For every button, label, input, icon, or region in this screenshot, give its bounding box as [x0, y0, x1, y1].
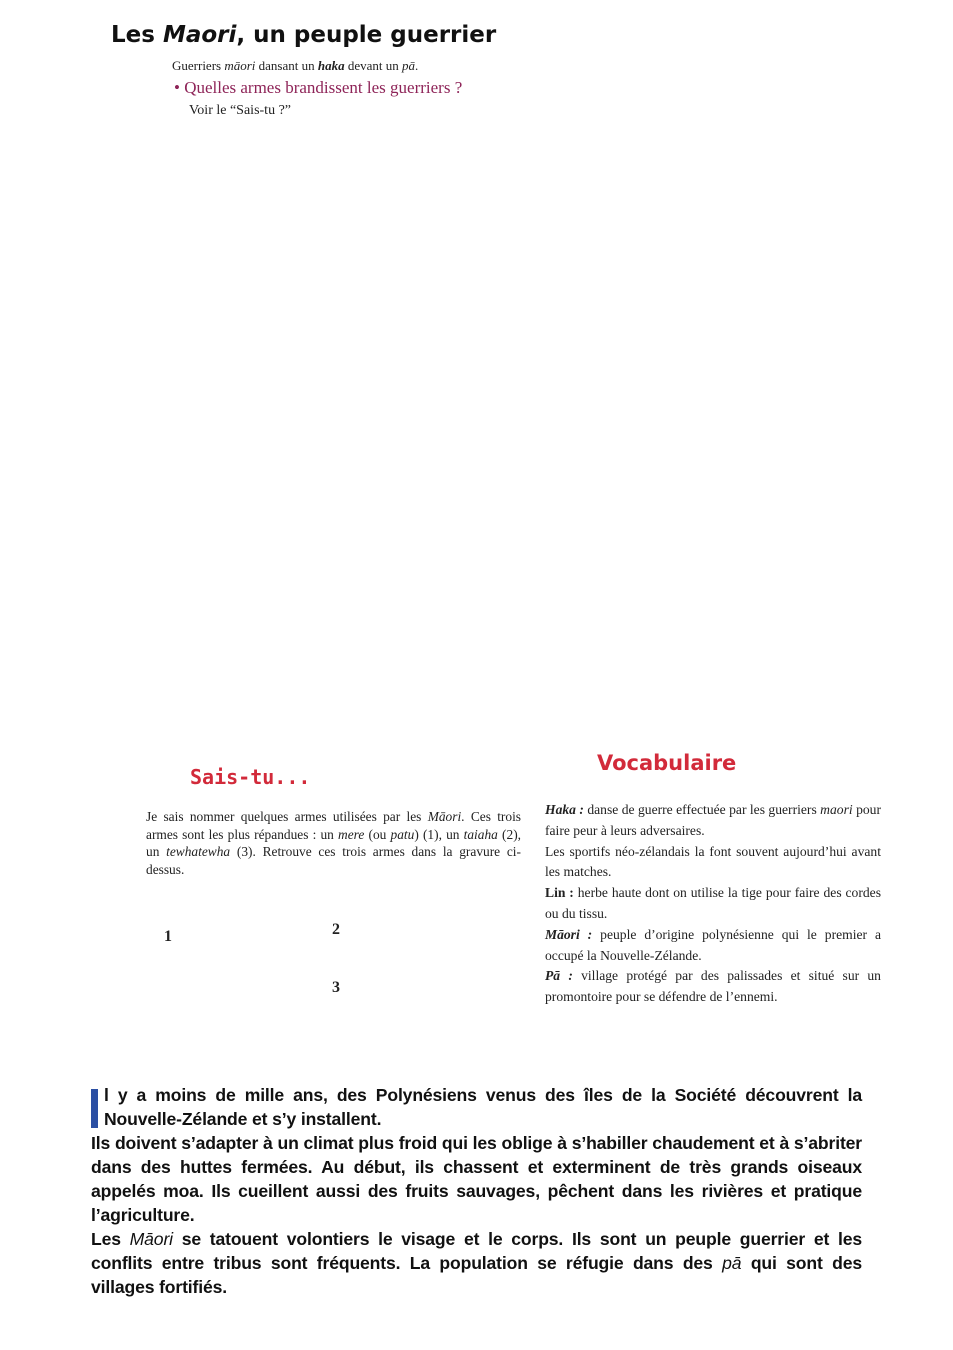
image-caption: Guerriers māori dansant un haka devant un pā. [172, 58, 419, 73]
weapon-number-1: 1 [164, 928, 172, 945]
sais-tu-text: Je sais nommer quelques armes utilisées par les Māori. Ces trois armes sont les plus répandues : un mere (ou patu) (1), un taiaha (2), un tewhatewha (3). Retrouve ces trois armes dans la gravure ci-dessus. [146, 809, 522, 877]
vocab-entry-maori: Māori : peuple d’origine polynésienne qui le premier a occupé la Nouvelle-Zélande. [545, 926, 881, 963]
main-paragraph-3: Les Māori se tatouent volontiers le visage et le corps. Ils sont un peuple guerrier et les conflits entre tribus sont fréquents. La population se réfugie dans des pā qui sont des villages fortifiés. [91, 1229, 862, 1297]
sais-tu-heading: Sais-tu... [190, 765, 311, 789]
question: • Quelles armes brandissent les guerriers ? [174, 78, 463, 97]
main-paragraph-2: Ils doivent s’adapter à un climat plus froid qui les oblige à s’habiller chaudement et à s’abriter dans des huttes fermées. Au début, ils chassent et exterminent de très grands oiseaux appelés moa. Ils cueillent aussi des fruits sauvages, pêchent dans les rivières et pratique l’agriculture. [91, 1133, 862, 1225]
vocab-entry-haka: Haka : danse de guerre effectuée par les guerriers maori pour faire peur à leurs adversaires. [545, 802, 882, 838]
see-also-note: Voir le “Sais-tu ?” [189, 103, 291, 118]
vocabulaire-heading: Vocabulaire [597, 751, 737, 775]
vocab-entry-pa: Pā : village protégé par des palissades et situé sur un promontoire pour se défendre de l’ennemi. [545, 968, 881, 1005]
page-title: Les Maori, un peuple guerrier [111, 22, 497, 48]
main-text [91, 1083, 862, 1299]
main-paragraph-1: l y a moins de mille ans, des Polynésiens venus des îles de la Société découvrent la Nouvelle-Zélande et s’y installent. [91, 1083, 862, 1131]
weapon-number-3: 3 [332, 979, 340, 996]
vocabulaire-list [545, 800, 881, 1008]
vocab-entry-haka-note: Les sportifs néo-zélandais la font souvent aujourd’hui avant les matches. [545, 843, 881, 880]
vocab-entry-lin: Lin : herbe haute dont on utilise la tige pour faire des cordes ou du tissu. [545, 885, 881, 921]
weapon-number-2: 2 [332, 921, 340, 938]
drop-cap-bar [91, 1089, 98, 1128]
